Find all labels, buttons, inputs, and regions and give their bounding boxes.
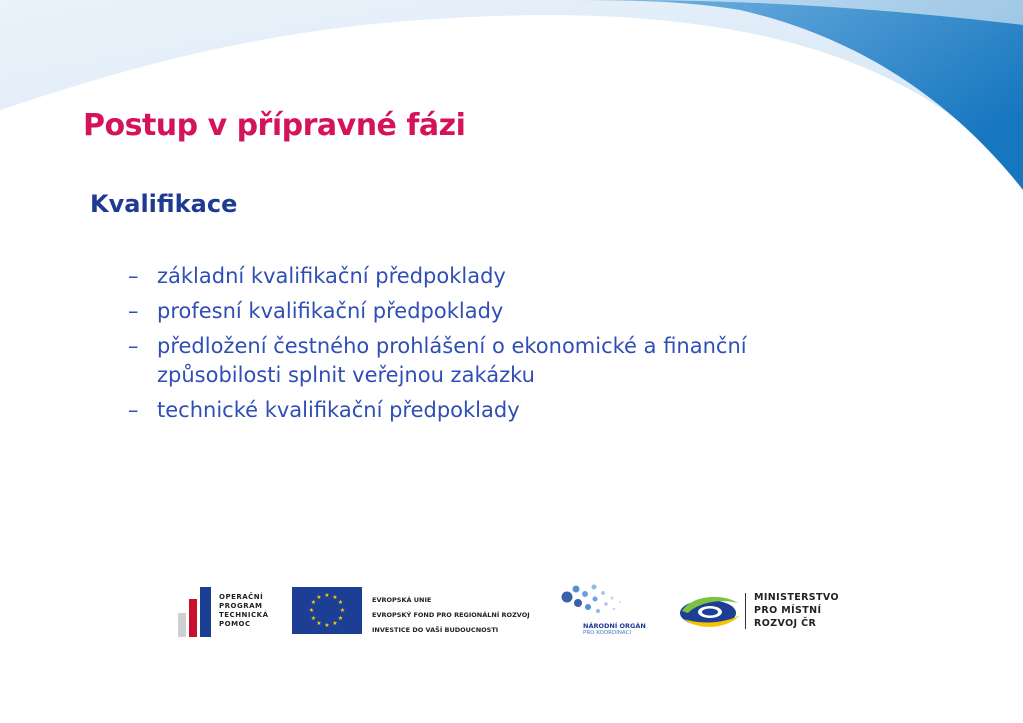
eu-line-3: INVESTICE DO VAŠÍ BUDOUCNOSTI [372,626,499,634]
optp-logo [176,583,276,639]
optp-bars-icon [176,587,216,637]
svg-text:★: ★ [316,620,322,627]
list-item [128,396,848,425]
svg-text:★: ★ [324,622,330,629]
list-item [128,297,848,326]
bullet-text: profesní kvalifikační předpoklady [157,299,504,323]
bullet-dash: – [128,334,139,358]
bullet-text: technické kvalifikační předpoklady [157,398,520,422]
eu-flag-icon [292,587,362,634]
mmr-separator [745,593,746,629]
bullet-dash: – [128,299,139,323]
bullet-text: předložení čestného prohlášení o ekonomické a finanční způsobilosti splnit veřejnou zakázku [157,334,747,387]
mmr-emblem-icon [678,591,742,631]
svg-text:★: ★ [337,599,344,606]
eu-line-2: EVROPSKÝ FOND PRO REGIONÁLNÍ ROZVOJ [372,611,530,619]
bullet-list [128,262,848,431]
nok-line-1: NÁRODNÍ ORGÁN [583,622,646,630]
svg-text:★: ★ [310,599,317,606]
bullet-text: základní kvalifikační předpoklady [157,264,506,288]
bullet-dash: – [128,264,139,288]
svg-text:★: ★ [310,615,317,622]
footer-logos [176,583,856,643]
nok-line-2: PRO KOORDINACI [583,630,632,636]
svg-text:★: ★ [316,594,322,601]
bullet-dash: – [128,398,139,422]
svg-text:★: ★ [324,592,330,599]
eu-line-1: EVROPSKÁ UNIE [372,596,432,604]
eu-logo [292,583,552,639]
svg-text:★: ★ [332,620,338,627]
slide-title: Postup v přípravné fázi [83,108,466,143]
svg-text:★: ★ [308,607,315,614]
list-item [128,332,848,390]
nok-logo [561,583,651,639]
svg-text:★: ★ [339,607,346,614]
nok-dots-icon [561,583,631,623]
mmr-logo [678,583,856,639]
slide-subtitle: Kvalifikace [90,190,238,218]
svg-text:★: ★ [332,594,338,601]
svg-text:★: ★ [337,615,344,622]
optp-text: OPERAČNÍ PROGRAM TECHNICKÁ POMOC [219,593,269,628]
list-item [128,262,848,291]
mmr-text: MINISTERSTVO PRO MÍSTNÍ ROZVOJ ČR [754,592,839,629]
